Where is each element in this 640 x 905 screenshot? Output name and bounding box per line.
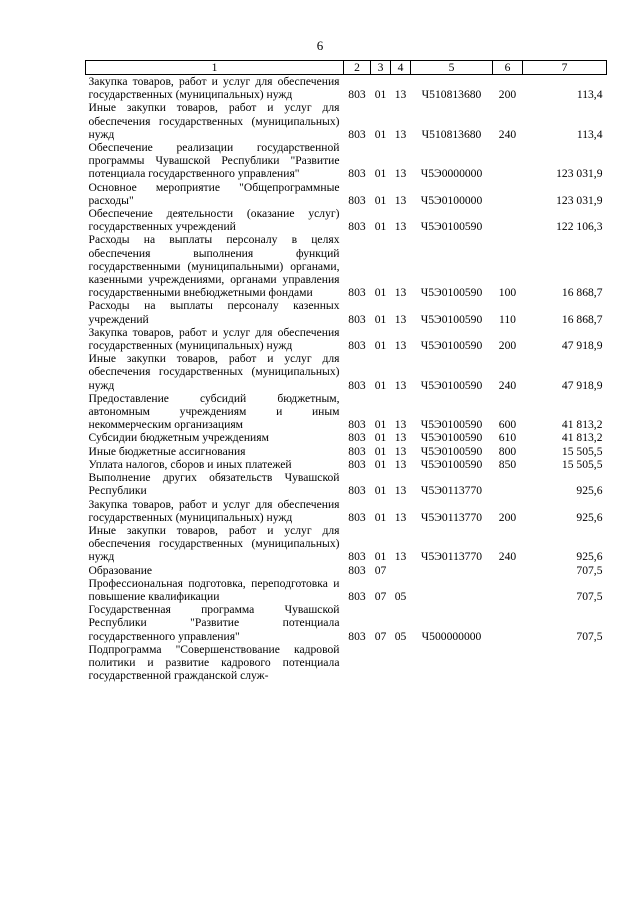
row-section: 01 [374,484,387,498]
row-expense-type: 110 [499,312,516,326]
table-row [86,207,607,233]
row-amount: 707,5 [576,629,603,643]
row-target-article [411,577,493,603]
row-amount: 707,5 [576,563,603,577]
row-name: Обеспечение реализации государственной программы Чувашской Республики "Развитие потенциала государственного управления" [88,141,340,181]
table-row [86,352,607,392]
header-cell: 3 [371,61,391,75]
row-amount: 925,6 [576,484,603,498]
row-section: 01 [374,312,387,326]
row-name: Образование [88,563,153,577]
table-row [86,643,607,683]
header-cell: 2 [344,61,371,75]
row-subsection: 13 [394,378,407,392]
row-target-article: Ч5Э0100590 [420,444,483,458]
table-row [86,101,607,141]
row-subsection: 05 [394,629,407,643]
row-name: Профессиональная подготовка, переподготовка и повышение квалификации [88,576,340,603]
row-grbs: 803 [348,378,366,392]
row-subsection [391,643,411,683]
row-grbs: 803 [348,312,366,326]
row-target-article: Ч500000000 [421,629,482,643]
row-section: 01 [374,220,387,234]
row-amount: 707,5 [576,589,603,603]
row-amount: 47 918,9 [561,378,603,392]
header-cell: 4 [391,61,411,75]
row-grbs: 803 [348,88,366,102]
row-target-article: Ч5Э0100590 [420,312,483,326]
row-grbs: 803 [348,220,366,234]
row-section: 01 [374,510,387,524]
table-row [86,75,607,102]
row-expense-type [493,643,523,683]
row-subsection: 13 [394,167,407,181]
row-name: Государственная программа Чувашской Республики "Развитие потенциала государственного управления" [88,603,340,643]
row-subsection: 13 [394,286,407,300]
row-section: 01 [374,444,387,458]
row-target-article: Ч510813680 [421,88,482,102]
row-amount: 15 505,5 [561,457,603,471]
row-amount: 47 918,9 [561,339,603,353]
row-subsection [391,564,411,577]
row-section: 01 [374,127,387,141]
budget-table [85,60,607,682]
table-row [86,299,607,325]
table-row [86,458,607,471]
header-cell: 5 [411,61,493,75]
row-amount: 16 868,7 [561,286,603,300]
row-name: Основное мероприятие "Общепрограммные расходы" [88,180,340,207]
row-section: 07 [374,563,387,577]
row-amount: 41 813,2 [561,431,603,445]
row-section: 07 [374,589,387,603]
row-grbs: 803 [348,589,366,603]
row-expense-type [493,181,523,207]
row-target-article: Ч5Э0100590 [420,339,483,353]
row-subsection: 13 [394,444,407,458]
row-subsection: 05 [394,589,407,603]
row-expense-type: 600 [498,418,517,432]
row-name: Субсидии бюджетным учреждениям [88,431,269,445]
row-target-article: Ч5Э0100000 [420,193,483,207]
row-subsection: 13 [394,484,407,498]
row-name: Закупка товаров, работ и услуг для обеспечения государственных (муниципальных) нужд [88,325,340,353]
row-section: 01 [374,339,387,353]
row-expense-type: 100 [498,286,517,300]
row-target-article: Ч5Э0100590 [420,220,483,234]
row-target-article: Ч5Э0100590 [420,286,483,300]
row-expense-type: 240 [498,378,517,392]
table-row [86,524,607,564]
row-section: 01 [374,167,387,181]
row-amount: 41 813,2 [561,418,603,432]
table-row [86,181,607,207]
row-subsection: 13 [394,220,407,234]
row-name: Подпрограмма "Совершенствование кадровой политики и развитие кадрового потенциала государственной гражданской служ- [88,642,340,683]
row-grbs: 803 [348,457,366,471]
row-target-article: Ч5Э0100590 [420,457,483,471]
header-row [86,61,607,75]
row-target-article: Ч5Э0113770 [420,510,483,524]
row-grbs: 803 [348,167,366,181]
row-target-article: Ч5Э0100590 [420,378,483,392]
row-name: Уплата налогов, сборов и иных платежей [88,457,292,471]
row-expense-type [493,564,523,577]
row-expense-type: 200 [498,510,517,524]
row-name: Обеспечение деятельности (оказание услуг) государственных учреждений [88,207,340,234]
row-section: 01 [374,457,387,471]
row-expense-type [493,207,523,233]
row-name: Закупка товаров, работ и услуг для обеспечения государственных (муниципальных) нужд [88,497,340,524]
row-grbs: 803 [348,563,366,577]
row-target-article: Ч510813680 [421,127,482,141]
row-expense-type [493,577,523,603]
row-name: Расходы на выплаты персоналу в целях обеспечения выполнения функций государственными (муниципальными) органами, казенными учреждениями, органами управления государственными внебюджетными фондами [88,233,340,300]
table-row [86,577,607,603]
row-name: Предоставление субсидий бюджетным, автономным учреждениям и иным некоммерческим организациям [88,391,340,432]
table-row [86,603,607,643]
row-target-article [411,564,493,577]
header-cell: 1 [86,61,344,75]
row-amount: 123 031,9 [556,193,603,207]
row-section: 07 [374,629,387,643]
row-name: Закупка товаров, работ и услуг для обеспечения государственных (муниципальных) нужд [88,75,340,102]
row-grbs: 803 [348,484,366,498]
row-amount: 925,6 [576,550,603,564]
row-grbs [344,643,371,683]
row-section: 01 [374,431,387,445]
table-row [86,471,607,497]
row-expense-type: 200 [498,88,517,102]
row-section: 01 [374,550,387,564]
table-row [86,431,607,444]
row-amount: 925,6 [576,510,603,524]
row-name: Выполнение других обязательств Чувашской Республики [88,471,340,498]
row-subsection: 13 [394,339,407,353]
row-amount [523,643,607,683]
row-grbs: 803 [348,286,366,300]
row-name: Иные бюджетные ассигнования [88,444,246,458]
row-grbs: 803 [348,431,366,445]
row-amount: 113,4 [576,127,603,141]
row-target-article: Ч5Э0100590 [420,418,483,432]
row-target-article: Ч5Э0113770 [420,550,483,564]
row-expense-type [493,603,523,643]
header-cell: 6 [493,61,523,75]
page-number: 6 [316,38,324,53]
row-grbs: 803 [348,510,366,524]
row-expense-type: 240 [498,127,517,141]
table-row [86,326,607,352]
row-section: 01 [374,88,387,102]
row-subsection: 13 [394,88,407,102]
row-grbs: 803 [348,193,366,207]
row-grbs: 803 [348,444,366,458]
row-section: 01 [374,378,387,392]
row-subsection: 13 [394,127,407,141]
table-row [86,141,607,181]
row-grbs: 803 [348,339,366,353]
table-row [86,498,607,524]
row-expense-type: 610 [498,431,517,445]
row-section: 01 [374,286,387,300]
header-cell: 7 [523,61,607,75]
row-name: Иные закупки товаров, работ и услуг для обеспечения государственных (муниципальных) нужд [88,523,340,564]
row-subsection: 13 [394,193,407,207]
row-section: 01 [374,418,387,432]
row-subsection: 13 [394,431,407,445]
row-target-article: Ч5Э0113770 [420,484,483,498]
row-expense-type [493,141,523,181]
row-grbs: 803 [348,418,366,432]
row-grbs: 803 [348,127,366,141]
row-amount: 15 505,5 [561,444,603,458]
row-subsection: 13 [394,457,407,471]
row-expense-type: 850 [498,457,517,471]
row-subsection: 13 [394,510,407,524]
table-row [86,564,607,577]
row-grbs: 803 [348,629,366,643]
table-row [86,445,607,458]
row-expense-type: 200 [498,339,517,353]
row-amount: 122 106,3 [556,220,603,234]
table-row [86,392,607,432]
row-name: Иные закупки товаров, работ и услуг для обеспечения государственных (муниципальных) нужд [88,352,340,392]
row-amount: 123 031,9 [556,167,603,181]
row-grbs: 803 [348,550,366,564]
table-row [86,233,607,299]
row-subsection: 13 [394,418,407,432]
row-subsection: 13 [394,550,407,564]
row-target-article [411,643,493,683]
row-expense-type: 240 [498,550,517,564]
row-subsection: 13 [394,312,407,326]
row-section: 01 [374,193,387,207]
row-name: Расходы на выплаты персоналу казенных учреждений [88,299,340,326]
row-expense-type: 800 [498,444,517,458]
row-expense-type [493,471,523,497]
row-target-article: Ч5Э0100590 [420,431,483,445]
row-name: Иные закупки товаров, работ и услуг для обеспечения государственных (муниципальных) нужд [88,101,340,141]
row-section [371,643,391,683]
row-amount: 16 868,7 [561,312,603,326]
row-target-article: Ч5Э0000000 [420,167,483,181]
row-amount: 113,4 [576,88,603,102]
